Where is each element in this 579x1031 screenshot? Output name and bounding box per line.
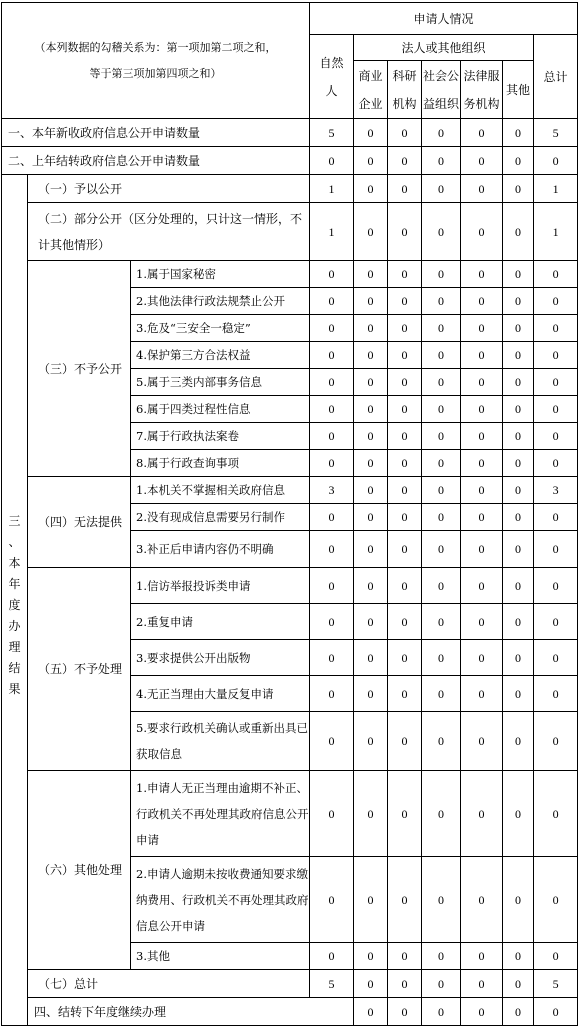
cell: 0: [354, 119, 388, 147]
cell: 0: [354, 857, 388, 943]
cell: 0: [461, 568, 503, 604]
cell: 0: [422, 477, 461, 504]
row-label: （二）部分公开（区分处理的，只计这一情形，不计其他情形）: [28, 203, 310, 261]
cell: 0: [388, 771, 422, 857]
row-label: 2.没有现成信息需要另行制作: [131, 504, 310, 531]
cell: 0: [310, 531, 354, 568]
cell: 0: [422, 369, 461, 396]
row-label: 3.补正后申请内容仍不明确: [131, 531, 310, 568]
cell: 0: [422, 261, 461, 288]
cell: 0: [503, 712, 534, 771]
cell: 0: [534, 771, 578, 857]
cell: 0: [354, 998, 388, 1026]
cell: 1: [534, 203, 578, 261]
cell: 0: [422, 531, 461, 568]
cell: 0: [534, 423, 578, 450]
cell: 0: [388, 315, 422, 342]
cell: 0: [461, 261, 503, 288]
cell: 0: [388, 119, 422, 147]
cell: 0: [534, 396, 578, 423]
col-legal: 法律服务机构: [461, 61, 503, 119]
cell: 0: [422, 315, 461, 342]
cell: 0: [461, 147, 503, 175]
cell: 0: [503, 423, 534, 450]
row-label: （一）予以公开: [28, 175, 310, 203]
cell: 0: [503, 147, 534, 175]
cell: 0: [388, 203, 422, 261]
cell: 0: [388, 943, 422, 970]
section3-char: 、: [8, 534, 21, 549]
cell: 0: [310, 396, 354, 423]
table-row: [2, 175, 578, 203]
row-label: 1.本机关不掌握相关政府信息: [131, 477, 310, 504]
cell: 0: [310, 604, 354, 640]
cell: 0: [422, 203, 461, 261]
section3-char: 本: [8, 555, 21, 570]
cell: 0: [310, 771, 354, 857]
section3-char: 理: [8, 639, 21, 654]
cell: 0: [388, 857, 422, 943]
cell: 1: [534, 175, 578, 203]
cell: 0: [503, 369, 534, 396]
cell: 0: [534, 147, 578, 175]
cell: 0: [461, 203, 503, 261]
cell: 0: [354, 676, 388, 712]
cell: 0: [310, 640, 354, 676]
cell: 0: [354, 771, 388, 857]
section3-label: [2, 175, 28, 1026]
cell: 0: [422, 857, 461, 943]
cell: 0: [461, 396, 503, 423]
cell: 3: [534, 477, 578, 504]
cell: 1: [310, 203, 354, 261]
cell: 0: [310, 676, 354, 712]
legal-org-header: 法人或其他组织: [354, 35, 534, 61]
cell: 0: [354, 568, 388, 604]
cell: 0: [354, 369, 388, 396]
cell: 0: [354, 943, 388, 970]
cell: 0: [461, 712, 503, 771]
cell: 0: [388, 998, 422, 1026]
row-label: 6.属于四类过程性信息: [131, 396, 310, 423]
cell: 0: [534, 640, 578, 676]
cell: 0: [422, 943, 461, 970]
cell: 0: [422, 640, 461, 676]
checksum-note: [2, 3, 310, 119]
cell: 0: [422, 504, 461, 531]
row-label: 2.重复申请: [131, 604, 310, 640]
cell: 0: [461, 604, 503, 640]
cell: 0: [534, 712, 578, 771]
col-total: 总计: [534, 35, 578, 119]
cell: 0: [354, 396, 388, 423]
cell: 0: [422, 119, 461, 147]
row-label: 2.其他法律行政法规禁止公开: [131, 288, 310, 315]
row-label: 四、结转下年度继续办理: [28, 998, 354, 1026]
cell: 0: [461, 342, 503, 369]
cell: 0: [422, 970, 461, 998]
row-label: 一、本年新收政府信息公开申请数量: [2, 119, 310, 147]
cell: 0: [461, 640, 503, 676]
cell: 0: [503, 342, 534, 369]
table-row: [2, 261, 578, 288]
cell: 0: [534, 342, 578, 369]
cell: 0: [310, 288, 354, 315]
col-social: 社会公益组织: [422, 61, 461, 119]
cell: 0: [461, 450, 503, 477]
cell: 0: [310, 423, 354, 450]
cell: 5: [310, 119, 354, 147]
cell: 0: [503, 477, 534, 504]
section3-char: 年: [8, 576, 21, 591]
table-row: [2, 477, 578, 504]
section3-char: 三: [8, 513, 21, 528]
cell: 0: [503, 998, 534, 1026]
col-research: 科研机构: [388, 61, 422, 119]
checksum-note-line2: 等于第三项加第四项之和）: [89, 66, 222, 80]
cell: 0: [422, 288, 461, 315]
cell: 0: [461, 423, 503, 450]
cell: 0: [503, 288, 534, 315]
cell: 0: [503, 450, 534, 477]
cell: 0: [388, 970, 422, 998]
cell: 0: [388, 369, 422, 396]
cell: 0: [503, 261, 534, 288]
cell: 1: [310, 175, 354, 203]
row-label: 1.信访举报投诉类申请: [131, 568, 310, 604]
cell: 0: [388, 396, 422, 423]
group-label: （四）无法提供: [28, 477, 131, 568]
cell: 5: [310, 970, 354, 998]
cell: 0: [503, 119, 534, 147]
cell: 0: [461, 119, 503, 147]
cell: 0: [534, 998, 578, 1026]
cell: 0: [534, 604, 578, 640]
cell: 0: [534, 568, 578, 604]
cell: 0: [388, 288, 422, 315]
row-label: 1.申请人无正当理由逾期不补正、行政机关不再处理其政府信息公开申请: [131, 771, 310, 857]
table-row: [2, 568, 578, 604]
cell: 5: [534, 119, 578, 147]
cell: 0: [503, 568, 534, 604]
cell: 0: [534, 531, 578, 568]
cell: 0: [503, 676, 534, 712]
cell: 5: [534, 970, 578, 998]
cell: 0: [461, 943, 503, 970]
cell: 0: [534, 504, 578, 531]
cell: 0: [503, 604, 534, 640]
cell: 0: [388, 531, 422, 568]
group-label: （六）其他处理: [28, 771, 131, 970]
cell: 0: [354, 477, 388, 504]
cell: 0: [354, 504, 388, 531]
cell: 0: [534, 261, 578, 288]
cell: 0: [310, 450, 354, 477]
row-label: 3.危及“三安全一稳定”: [131, 315, 310, 342]
cell: 0: [310, 943, 354, 970]
cell: 0: [422, 450, 461, 477]
group-label: （五）不予处理: [28, 568, 131, 771]
cell: 0: [310, 712, 354, 771]
cell: 0: [503, 315, 534, 342]
cell: 0: [422, 712, 461, 771]
cell: 0: [422, 998, 461, 1026]
cell: 0: [354, 203, 388, 261]
cell: 0: [388, 712, 422, 771]
cell: 0: [461, 998, 503, 1026]
cell: 0: [461, 288, 503, 315]
cell: 0: [310, 315, 354, 342]
cell: 0: [354, 970, 388, 998]
cell: 0: [534, 288, 578, 315]
cell: 0: [461, 531, 503, 568]
cell: 0: [503, 504, 534, 531]
cell: 0: [310, 568, 354, 604]
info-disclosure-table: [1, 2, 578, 1026]
cell: 0: [354, 450, 388, 477]
cell: 0: [354, 640, 388, 676]
cell: 0: [354, 342, 388, 369]
cell: 0: [461, 315, 503, 342]
cell: 0: [388, 477, 422, 504]
cell: 0: [310, 147, 354, 175]
cell: 0: [422, 147, 461, 175]
cell: 0: [534, 315, 578, 342]
cell: 0: [503, 943, 534, 970]
cell: 0: [354, 423, 388, 450]
row-label: 1.属于国家秘密: [131, 261, 310, 288]
cell: 0: [503, 857, 534, 943]
col-natural-person: 自然人: [310, 35, 354, 119]
cell: 0: [503, 771, 534, 857]
row-label: （七）总计: [28, 970, 310, 998]
table-row: [2, 998, 578, 1026]
cell: 0: [354, 712, 388, 771]
row-label: 二、上年结转政府信息公开申请数量: [2, 147, 310, 175]
group-label: （三）不予公开: [28, 261, 131, 477]
table-row: [2, 203, 578, 261]
cell: 0: [422, 175, 461, 203]
applicant-header: 申请人情况: [310, 3, 578, 35]
cell: 0: [388, 450, 422, 477]
cell: 0: [503, 175, 534, 203]
section3-char: 果: [8, 681, 21, 696]
col-other: 其他: [503, 61, 534, 119]
cell: 0: [354, 604, 388, 640]
row-label: 7.属于行政执法案卷: [131, 423, 310, 450]
cell: 0: [422, 676, 461, 712]
cell: 0: [461, 477, 503, 504]
cell: 0: [534, 676, 578, 712]
row-label: 8.属于行政查询事项: [131, 450, 310, 477]
cell: 0: [310, 342, 354, 369]
cell: 0: [310, 369, 354, 396]
cell: 0: [461, 771, 503, 857]
row-label: 4.无正当理由大量反复申请: [131, 676, 310, 712]
cell: 0: [310, 857, 354, 943]
cell: 0: [422, 771, 461, 857]
row-label: 3.要求提供公开出版物: [131, 640, 310, 676]
cell: 0: [388, 568, 422, 604]
cell: 0: [354, 531, 388, 568]
cell: 0: [422, 396, 461, 423]
cell: 3: [310, 477, 354, 504]
cell: 0: [388, 261, 422, 288]
cell: 0: [503, 396, 534, 423]
cell: 0: [503, 203, 534, 261]
cell: 0: [534, 857, 578, 943]
cell: 0: [422, 604, 461, 640]
table-row: [2, 771, 578, 857]
row-label: 2.申请人逾期未按收费通知要求缴纳费用、行政机关不再处理其政府信息公开申请: [131, 857, 310, 943]
cell: 0: [534, 369, 578, 396]
cell: 0: [461, 369, 503, 396]
row-label: 3.其他: [131, 943, 310, 970]
cell: 0: [388, 604, 422, 640]
table-row: [2, 970, 578, 998]
cell: 0: [388, 504, 422, 531]
cell: 0: [461, 175, 503, 203]
table-row: [2, 119, 578, 147]
cell: 0: [354, 315, 388, 342]
cell: 0: [388, 676, 422, 712]
cell: 0: [461, 970, 503, 998]
cell: 0: [422, 568, 461, 604]
cell: 0: [388, 147, 422, 175]
cell: 0: [310, 504, 354, 531]
cell: 0: [503, 531, 534, 568]
cell: 0: [461, 676, 503, 712]
cell: 0: [388, 640, 422, 676]
row-label: 5.要求行政机关确认或重新出具已获取信息: [131, 712, 310, 771]
section3-char: 度: [8, 597, 21, 612]
cell: 0: [534, 450, 578, 477]
row-label: 4.保护第三方合法权益: [131, 342, 310, 369]
cell: 0: [534, 943, 578, 970]
cell: 0: [388, 423, 422, 450]
cell: 0: [354, 288, 388, 315]
row-label: 5.属于三类内部事务信息: [131, 369, 310, 396]
cell: 0: [354, 261, 388, 288]
cell: 0: [422, 342, 461, 369]
cell: 0: [461, 504, 503, 531]
cell: 0: [354, 175, 388, 203]
col-commercial: 商业企业: [354, 61, 388, 119]
cell: 0: [503, 970, 534, 998]
cell: 0: [503, 640, 534, 676]
section3-char: 办: [8, 618, 21, 633]
cell: 0: [422, 423, 461, 450]
checksum-note-line1: （本列数据的勾稽关系为：第一项加第二项之和，: [34, 40, 277, 54]
table-row: [2, 147, 578, 175]
cell: 0: [310, 261, 354, 288]
cell: 0: [388, 342, 422, 369]
cell: 0: [388, 175, 422, 203]
cell: 0: [354, 147, 388, 175]
section3-char: 结: [8, 660, 21, 675]
cell: 0: [461, 857, 503, 943]
